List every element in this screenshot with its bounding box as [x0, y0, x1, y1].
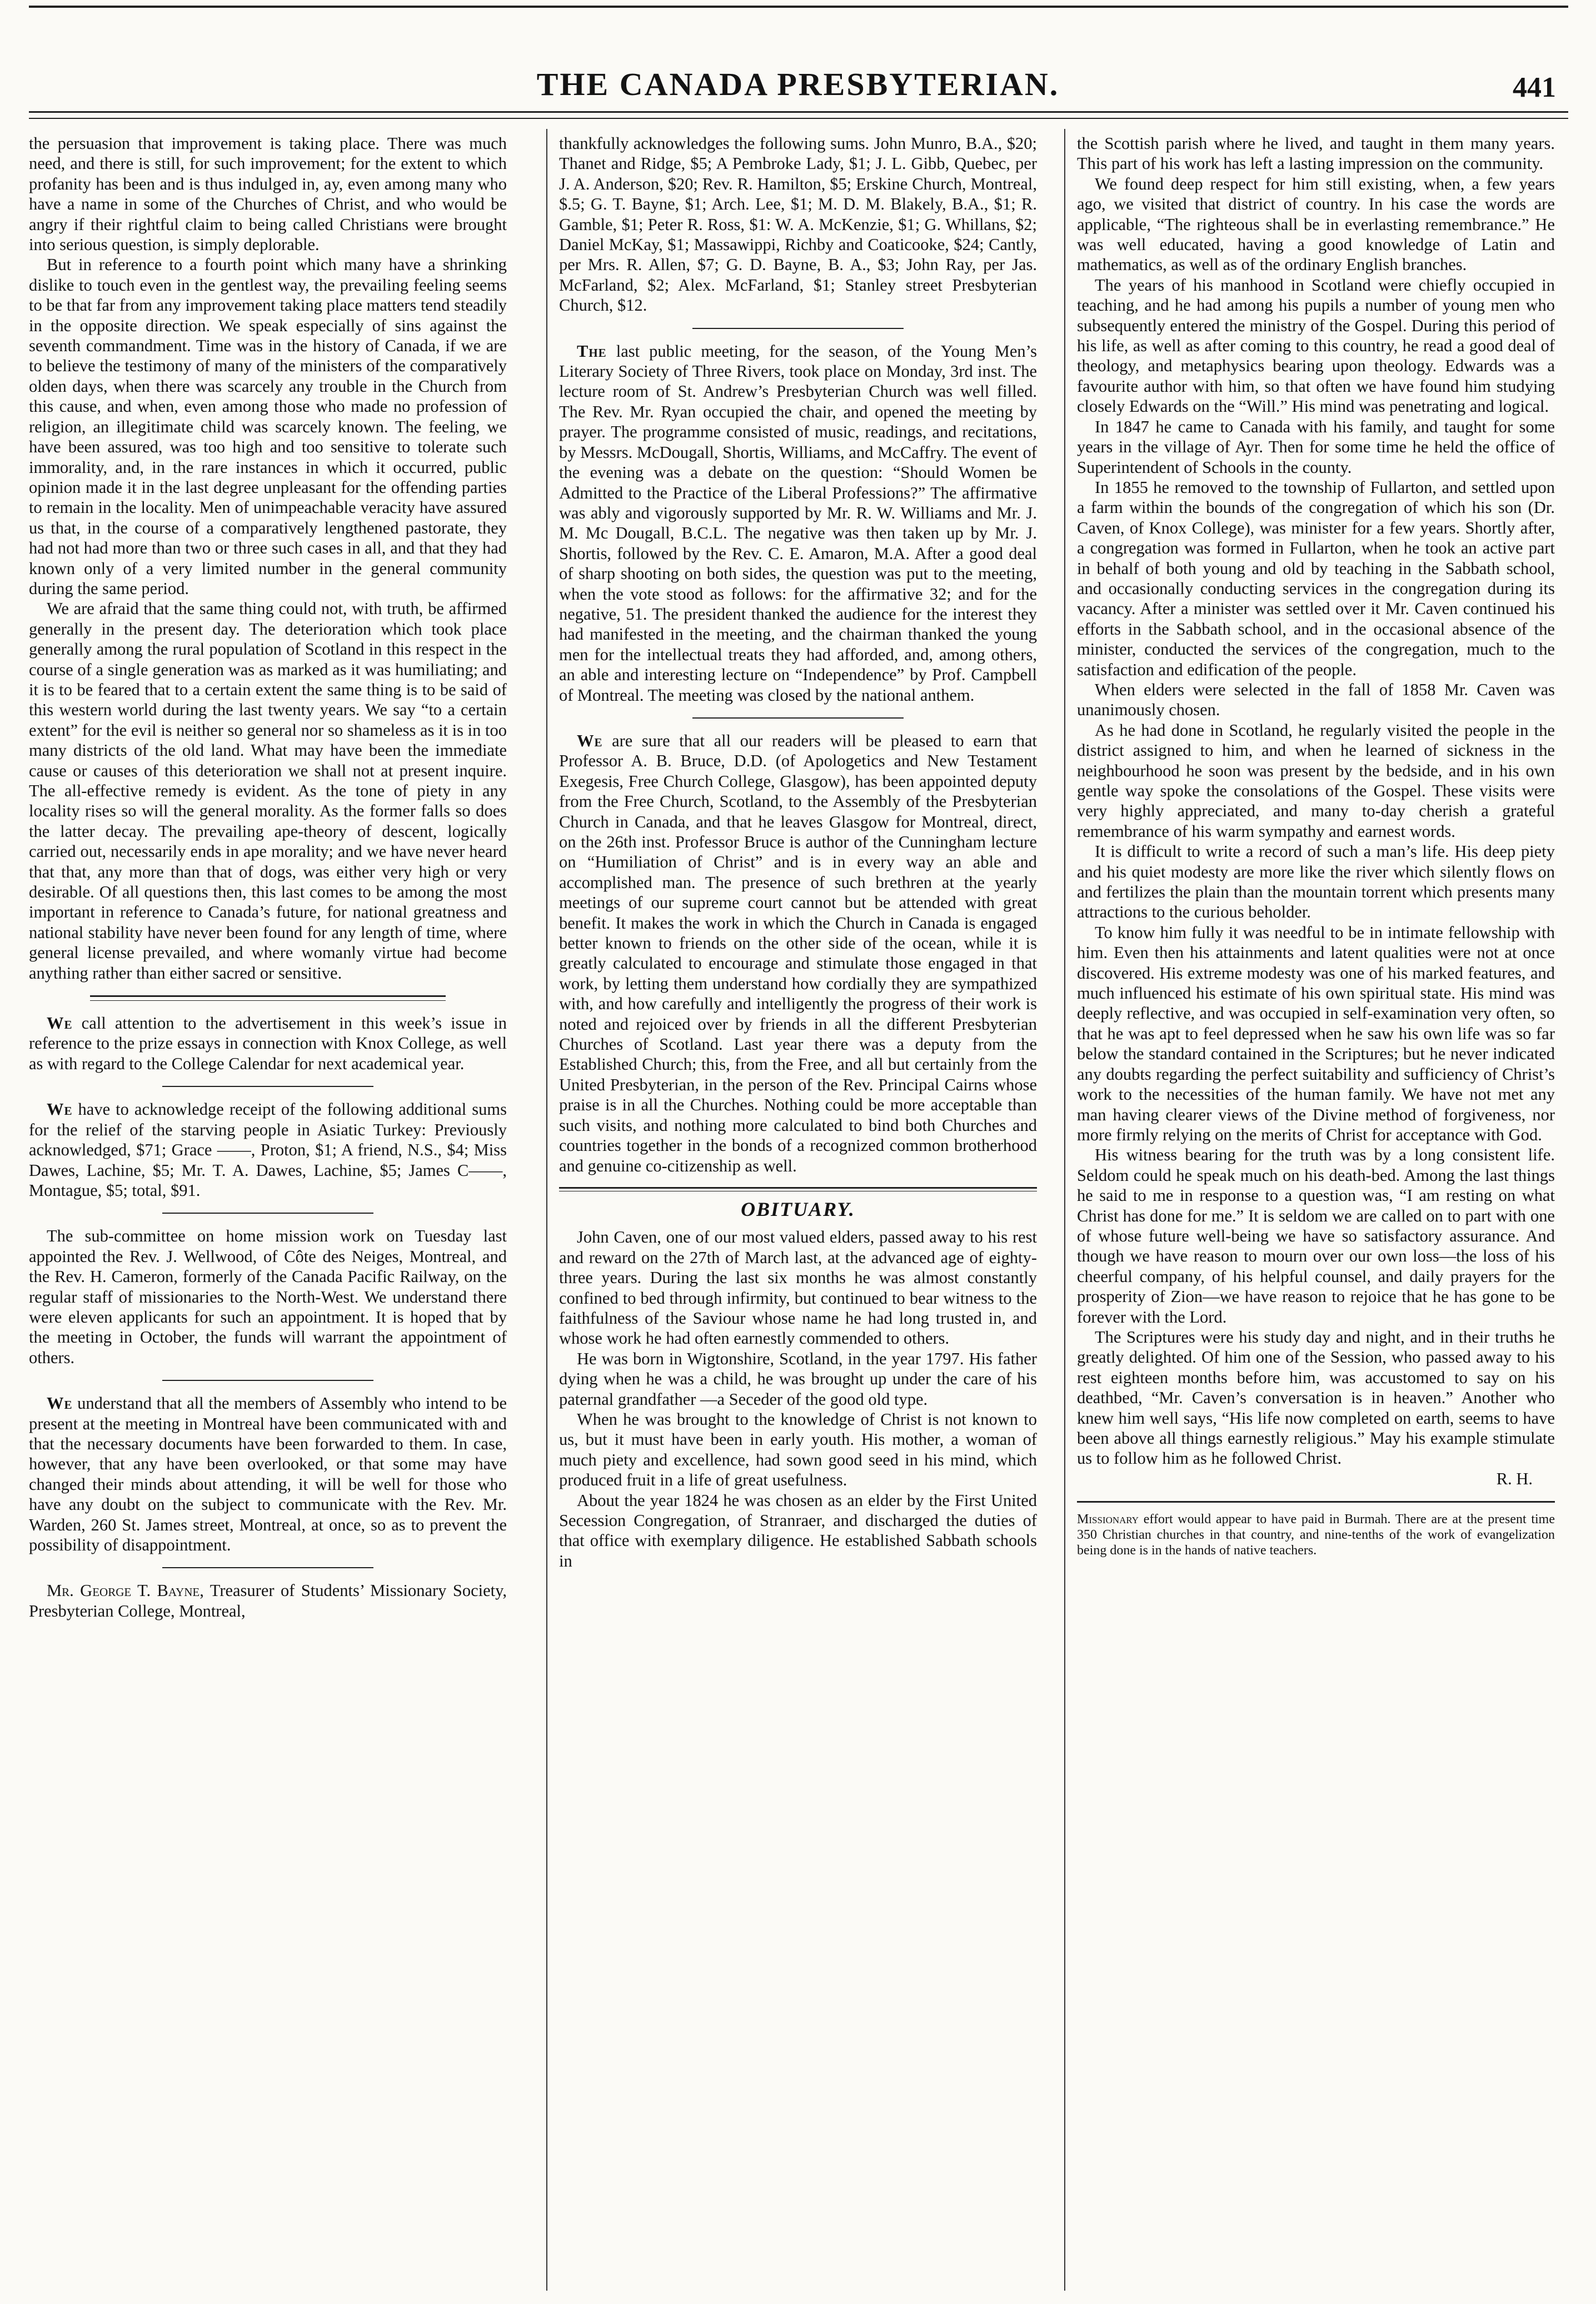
column-divider — [1064, 129, 1065, 2291]
lead-in: We — [577, 731, 603, 750]
paragraph: He was born in Wigtonshire, Scotland, in the year 1797. His father dying when he was a child, he was brought up under the care of his paternal grandfather —a Seceder of the good old type. — [559, 1349, 1037, 1409]
item-separator — [692, 717, 904, 719]
section-separator — [559, 1187, 1037, 1191]
section-separator — [1077, 1501, 1555, 1503]
paragraph: the persuasion that improvement is taking place. There was much need, and there is still, for such improvement; for the extent to which profanity has been and is thus indulged in, ay, even among many who have a name in some of the Churches of Christ, and who would be angry if their rightful claim to being called Christians were brought into serious question, is simply deplorable. — [29, 134, 507, 255]
lead-in: Mr. George T. Bayne, — [47, 1581, 204, 1600]
column-1 — [29, 133, 507, 2290]
paragraph: When he was brought to the knowledge of Christ is not known to us, but it must have been in early youth. His mother, a woman of much piety and excellence, had sown good seed in his mind, which produced fruit in a life of great usefulness. — [559, 1409, 1037, 1490]
lead-in: The — [577, 341, 607, 361]
page-number: 441 — [1513, 72, 1556, 103]
top-rule — [29, 6, 1568, 8]
paragraph: Mr. George T. Bayne, Treasurer of Students’ Missionary Society, Presbyterian College, Montreal, — [29, 1581, 507, 1620]
lead-in: We — [47, 1014, 73, 1033]
item-separator — [162, 1213, 373, 1214]
paragraph: In 1847 he came to Canada with his family, and taught for some years in the village of Ayr. Then for some time he held the office of Superintendent of Schools in the county. — [1077, 417, 1555, 477]
lead-in: We — [47, 1394, 73, 1413]
paragraph: But in reference to a fourth point which many have a shrinking dislike to touch even in the gentlest way, the prevailing feeling seems to be that far from any improvement taking place matters tend steadily in the opposite direction. We speak especially of sins against the seventh commandment. Time was in the history of Canada, if we are to believe the testimony of many of the ministers of the comparatively olden days, when there was scarcely any trouble in the Church from this cause, and when, even among those who made no profession of religion, an illegitimate child was scarcely known. The feeling, we have been assured, was too high and too sensitive to tolerate such immorality, and, in the rare instances in which it occurred, public opinion made it in the last degree unpleasant for the offending parties to remain in the locality. Men of unimpeachable veracity have assured us that, in the course of a comparatively lengthened pastorate, they had not had more than two or three such cases in all, and that they had known only of a very limited number in the general community during the same period. — [29, 255, 507, 598]
paragraph: To know him fully it was needful to be in intimate fellowship with him. Even then his attainments and latent qualities were not at once discovered. His extreme modesty was one of his marked features, and much influenced his estimate of his own spiritual state. His mind was deeply reflective, and was occupied in self-examination very often, so that he was apt to feel depressed when he saw his own life was so far below the standard contained in the Scriptures; but he never indicated any doubts regarding the perfect suitability and sufficiency of Christ’s work to the necessities of the human family. We have not met any man having clearer views of the Divine method of forgiveness, nor more firmly relying on the merits of Christ for acceptance with God. — [1077, 922, 1555, 1144]
paragraph: In 1855 he removed to the township of Fullarton, and settled upon a farm within the bounds of the congregation of which his son (Dr. Caven, of Knox College), was minister for a few years. Shortly after, a congregation was formed in Fullarton, when he took an active part in behalf of both young and old by teaching in the Sabbath school, and occasionally conducting services in the congregation during its vacancy. After a minister was settled over it Mr. Caven continued his efforts in the Sabbath school, and in the occasional absence of the minister, conducted the services of the congregation, much to the satisfaction and edification of the people. — [1077, 477, 1555, 679]
masthead-title: THE CANADA PRESBYTERIAN. — [536, 66, 1060, 102]
item-separator — [692, 328, 904, 329]
paragraph: We are afraid that the same thing could not, with truth, be affirmed generally in the present day. The deterioration which took place generally among the rural population of Scotland in this respect in the course of a single generation was as marked as it was humiliating; and it is to be feared that to a certain extent the same thing is to be said of this western world during the last twenty years. We say “to a certain extent” for the evil is neither so general nor so shameless as it is in too many districts of the old land. What may have been the immediate cause or causes of this deterioration we shall not at present inquire. The all-effective remedy is evident. As the tone of piety in any locality rises so will the general morality. As the former falls so does the latter decay. The prevailing ape-theory of descent, logically carried out, necessarily ends in ape morality; and we have never heard that that, any more than that of dogs, was either very high or very desirable. Of all questions then, this last comes to be among the most important in reference to Canada’s future, for national greatness and national stability have never been found for any length of time, where general license prevailed, and where womanly virtue had become anything rather than either sacred or sensitive. — [29, 599, 507, 983]
header-rule — [29, 111, 1568, 113]
paragraph: We call attention to the advertisement in this week’s issue in reference to the prize essays in connection with Knox College, as well as with regard to the College Calendar for next academical year. — [29, 1014, 507, 1073]
paragraph: John Caven, one of our most valued elders, passed away to his rest and reward on the 27th of March last, at the advanced age of eighty-three years. During the last six months he was almost constantly confined to bed through infirmity, but continued to bear witness to the faithfulness of the Saviour whose name he had long trusted in, and whose work he had often earnestly commended to others. — [559, 1228, 1037, 1348]
paragraph: The sub-committee on home mission work on Tuesday last appointed the Rev. J. Wellwood, of Côte des Neiges, Montreal, and the Rev. H. Cameron, formerly of the Canada Pacific Railway, on the regular staff of missionaries to the North-West. We understand there were eleven applicants for such an appointment. It is hoped that by the meeting in October, the funds will warrant the appointment of others. — [29, 1226, 507, 1367]
item-separator — [162, 1567, 373, 1568]
lead-in: We — [47, 1100, 73, 1119]
paragraph: We found deep respect for him still existing, when, a few years ago, we visited that district of country. In his case the words are applicable, “The righteous shall be in everlasting remembrance.” He was well educated, having a good knowledge of Latin and mathematics, as well as of the ordinary English branches. — [1077, 174, 1555, 275]
paragraph: We understand that all the members of Assembly who intend to be present at the meeting in Montreal have been communicated with and that the necessary documents have been forwarded to them. In case, however, that any have been overlooked, or that some may have changed their minds about attending, it will be well for those who have any doubt on the subject to communicate with the Rev. Mr. Warden, 260 St. James street, Montreal, at once, so as to prevent the possibility of disappointment. — [29, 1394, 507, 1554]
item-separator — [162, 1086, 373, 1087]
paragraph: The years of his manhood in Scotland were chiefly occupied in teaching, and he had among his pupils a number of young men who subsequently entered the ministry of the Gospel. During this period of his life, as well as after coming to this country, he read a good deal of theology, and metaphysics bearing upon theology. Edwards was a favourite author with him, so that often we have found him studying closely Edwards on the “Will.” His mind was penetrating and logical. — [1077, 275, 1555, 416]
paragraph: His witness bearing for the truth was by a long consistent life. Seldom could he speak much on his death-bed. Among the last things he said to me in response to a question was, “I am resting on what Christ has done for me.” It is seldom we are called on to part with one of whose future well-being we have so satisfactory assurance. And though we have reason to mourn over our own loss—the loss of his cheerful company, of his helpful counsel, and daily prayers for the prosperity of Zion—we have reason to rejoice that he has gone to be forever with the Lord. — [1077, 1145, 1555, 1326]
paragraph: When elders were selected in the fall of 1858 Mr. Caven was unanimously chosen. — [1077, 680, 1555, 720]
obituary-heading: OBITUARY. — [741, 1198, 855, 1220]
column-2 — [559, 133, 1037, 2290]
header-rule-thin — [29, 118, 1568, 119]
paragraph: We are sure that all our readers will be pleased to earn that Professor A. B. Bruce, D.D. (of Apologetics and New Testament Exegesis, Free Church College, Glasgow), has been appointed deputy from the Free Church, Scotland, to the Assembly of the Presbyterian Church in Canada, and that he leaves Glasgow for Montreal, direct, on the 26th inst. Professor Bruce is author of the Cunningham lecture on “Humiliation of Christ” and is in every way an able and accomplished man. The presence of such brethren at the yearly meetings of our supreme court cannot but be attended with great benefit. It makes the work in which the Church in Canada is engaged better known to friends on the other side of the ocean, while it is greatly calculated to encourage and stimulate those engaged in that work, by letting them understand how cordially they are sympathized with, and how carefully and intelligently the progress of their work is noted and rejoiced over by friends in all the different Presbyterian Churches of Scotland. Last year there was a deputy from the Established Church; this, from the Free, and all but certainly from the United Presbyterian, in the person of the Rev. Principal Cairns whose praise is in all the Churches. Nothing could be more acceptable than such visits, and nothing more calculated to bind both Churches and countries together in the bonds of a recognized common brotherhood and genuine co-citizenship as well. — [559, 731, 1037, 1175]
paragraph: thankfully acknowledges the following sums. John Munro, B.A., $20; Thanet and Ridge, $5; A Pembroke Lady, $1; J. L. Gibb, Quebec, per J. A. Anderson, $20; Rev. R. Hamilton, $5; Erskine Church, Montreal, $.5; G. T. Bayne, $1; Arch. Lee, $1; M. D. M. Blakely, B.A., $1; R. Gamble, $1; Peter R. Ross, $1: W. A. McKenzie, $1; G. Whillans, $2; Daniel McKay, $1; Massawippi, Richby and Coaticooke, $24; Cantly, per Mrs. R. Allen, $7; G. D. Bayne, B. A., $3; John Ray, per Jas. McFarland, $2; Alex. McFarland, $1; Stanley street Presbyterian Church, $12. — [559, 134, 1037, 315]
paragraph: We have to acknowledge receipt of the following additional sums for the relief of the starving people in Asiatic Turkey: Previously acknowledged, $71; Grace ——, Proton, $1; A friend, N.S., $4; Miss Dawes, Lachine, $5; Mr. T. A. Dawes, Lachine, $5; James C——, Montague, $5; total, $91. — [29, 1100, 507, 1200]
section-separator-thin — [90, 1000, 446, 1001]
column-3 — [1077, 133, 1555, 2290]
paragraph: As he had done in Scotland, he regularly visited the people in the district assigned to him, and when he learned of sickness in the neighbourhood he soon was present by the bedside, and in his own gentle way spoke the consolations of the Gospel. These visits were very highly appreciated, and many to-day cherish a grateful remembrance of his warm sympathy and earnest words. — [1077, 720, 1555, 841]
missionary-note: Missionary effort would appear to have paid in Burmah. There are at the present time 350 Christian churches in that country, and nine-tenths of the work of evangelization being done is in the hands of native teachers. — [1077, 1512, 1555, 1558]
paragraph: About the year 1824 he was chosen as an elder by the First United Secession Congregation, of Stranraer, and discharged the duties of that office with exemplary diligence. He established Sabbath schools in — [559, 1490, 1037, 1570]
paragraph: The last public meeting, for the season, of the Young Men’s Literary Society of Three Rivers, took place on Monday, 3rd inst. The lecture room of St. Andrew’s Presbyterian Church was well filled. The Rev. Mr. Ryan occupied the chair, and opened the meeting by prayer. The programme consisted of music, readings, and recitations, by Messrs. McDougall, Shortis, Williams, and McCaffry. The event of the evening was a debate on the question: “Should Women be Admitted to the Practice of the Liberal Professions?” The affirmative was ably and vigorously supported by Mr. R. W. Williams and Mr. J. M. Mc Dougall, B.C.L. The negative was then taken up by Mr. J. Shortis, followed by the Rev. C. E. Amaron, M.A. After a good deal of sharp shooting on both sides, the question was put to the meeting, when the vote stood as follows: for the affirmative 32; and for the negative, 51. The president thanked the audience for the interest they had manifested in the meeting, and the chairman thanked the young men for the intellectual treats they had afforded, and, among others, an able and interesting lecture on “Independence” by Prof. Campbell of Montreal. The meeting was closed by the national anthem. — [559, 341, 1037, 705]
paragraph: the Scottish parish where he lived, and taught in them many years. This part of his work has left a lasting impression on the community. — [1077, 134, 1555, 173]
lead-in: Missionary — [1077, 1512, 1139, 1527]
obituary-signature: R. H. — [1496, 1469, 1533, 1488]
section-separator — [90, 995, 446, 997]
column-divider — [546, 129, 547, 2291]
item-separator — [162, 1380, 373, 1381]
paragraph: It is difficult to write a record of such a man’s life. His deep piety and his quiet modesty are more like the river which silently flows on and fertilizes the plain than the mountain torrent which presents many attractions to the curious beholder. — [1077, 842, 1555, 922]
paragraph: The Scriptures were his study day and night, and in their truths he greatly delighted. Of him one of the Session, who passed away to his rest eighteen months before him, was accustomed to say on his deathbed, “Mr. Caven’s conversation is in heaven.” Another who knew him well says, “His life now completed on earth, seems to have been above all things earnestly religious.” May his example stimulate us to follow him as he followed Christ. — [1077, 1327, 1555, 1468]
